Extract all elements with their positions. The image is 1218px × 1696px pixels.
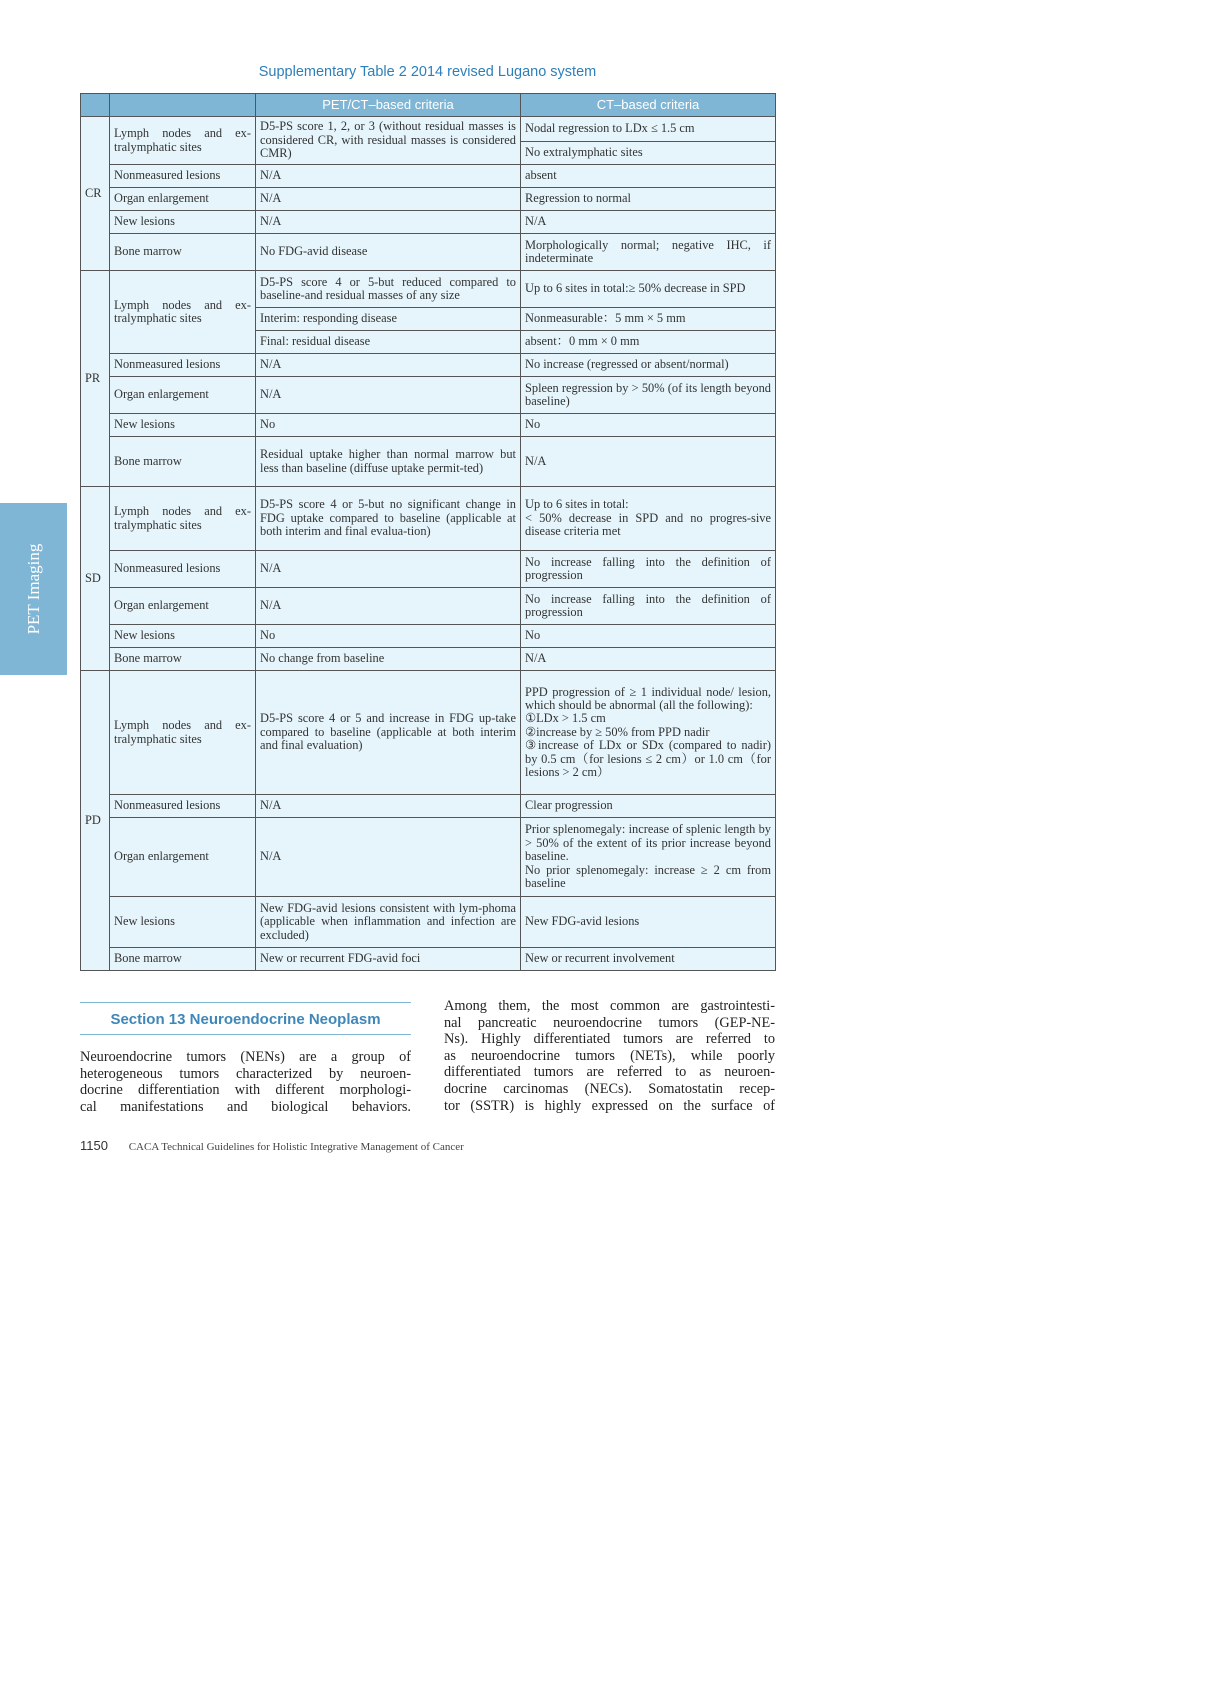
ct-line: Prior splenomegaly: increase of splenic length by > 50% of the extent of its prior increase beyond baseline. (525, 822, 771, 864)
ct-criteria: No increase (regressed or absent/normal) (521, 354, 776, 377)
site-label: Lymph nodes and ex-tralymphatic sites (110, 671, 256, 795)
table-row (81, 117, 776, 142)
table-row (81, 165, 776, 188)
site-label: Lymph nodes and ex-tralymphatic sites (110, 271, 256, 354)
header-empty-2 (110, 94, 256, 117)
header-pet: PET/CT–based criteria (256, 94, 521, 117)
ct-line: No prior splenomegaly: increase ≥ 2 cm from baseline (525, 862, 771, 891)
site-label: Bone marrow (110, 234, 256, 271)
pet-criteria: D5-PS score 1, 2, or 3 (without residual masses is considered CR, with residual masses is considered CMR) (256, 117, 521, 165)
text-line: tor (SSTR) is highly expressed on the surface of (444, 1097, 775, 1114)
lugano-table (80, 93, 776, 971)
pet-criteria: Residual uptake higher than normal marrow but less than baseline (diffuse uptake permit-ted) (256, 437, 521, 487)
pet-criteria: N/A (256, 188, 521, 211)
ct-criteria (521, 671, 776, 795)
ct-line: PPD progression of ≥ 1 individual node/ lesion, which should be abnormal (all the following): (525, 684, 771, 712)
text-line: heterogeneous tumors characterized by neuroen- (80, 1065, 411, 1082)
ct-line: ③increase of LDx or SDx (compared to nadir) by 0.5 cm（for lesions ≤ 2 cm）or 1.0 cm（for lesions > 2 cm） (525, 738, 771, 780)
site-label: Organ enlargement (110, 588, 256, 625)
journal-title: CACA Technical Guidelines for Holistic Integrative Management of Cancer (128, 1141, 464, 1153)
page-footer (80, 1138, 464, 1153)
table-row (81, 188, 776, 211)
body-text-right (444, 998, 775, 1114)
pet-criteria: No (256, 625, 521, 648)
pet-criteria: N/A (256, 795, 521, 818)
text-line: docrine differentiation with different morphologi- (80, 1082, 411, 1099)
header-empty-1 (81, 94, 110, 117)
site-label: New lesions (110, 211, 256, 234)
table-row (81, 377, 776, 414)
response-pd: PD (81, 671, 110, 971)
ct-criteria: absent：0 mm × 0 mm (521, 331, 776, 354)
page-number: 1150 (80, 1138, 108, 1153)
table-row (81, 948, 776, 971)
site-label: New lesions (110, 414, 256, 437)
section-heading: Section 13 Neuroendocrine Neoplasm (110, 1011, 381, 1028)
site-label: Lymph nodes and ex-tralymphatic sites (110, 117, 256, 165)
pet-criteria: N/A (256, 377, 521, 414)
text-line: cal manifestations and biological behaviors. (80, 1098, 411, 1115)
text-line: Neuroendocrine tumors (NENs) are a group of (80, 1049, 411, 1065)
pet-criteria: N/A (256, 165, 521, 188)
ct-criteria: No increase falling into the definition of progression (521, 588, 776, 625)
site-label: Bone marrow (110, 948, 256, 971)
ct-criteria: Nodal regression to LDx ≤ 1.5 cm (521, 117, 776, 142)
pet-criteria: New FDG-avid lesions consistent with lym-phoma (applicable when inflammation and infection are excluded) (256, 897, 521, 948)
table-row (81, 588, 776, 625)
pet-criteria: N/A (256, 588, 521, 625)
ct-criteria: N/A (521, 437, 776, 487)
pet-criteria: D5-PS score 4 or 5-but reduced compared to baseline-and residual masses of any size (256, 271, 521, 308)
pet-criteria: No FDG-avid disease (256, 234, 521, 271)
pet-criteria: D5-PS score 4 or 5 and increase in FDG up-take compared to baseline (applicable at both interim and final evaluation) (256, 671, 521, 795)
ct-line: Up to 6 sites in total: (525, 497, 629, 512)
site-label: Bone marrow (110, 648, 256, 671)
header-ct: CT–based criteria (521, 94, 776, 117)
text-line: nal pancreatic neuroendocrine tumors (GEP-NE- (444, 1014, 775, 1031)
pet-criteria: Final: residual disease (256, 331, 521, 354)
site-label: New lesions (110, 897, 256, 948)
response-sd: SD (81, 487, 110, 671)
text-line: Ns). Highly differentiated tumors are referred to (444, 1031, 775, 1048)
side-tab-label: PET Imaging (23, 543, 43, 635)
table-row (81, 437, 776, 487)
pet-criteria: New or recurrent FDG-avid foci (256, 948, 521, 971)
ct-line: ①LDx > 1.5 cm (525, 711, 606, 726)
site-label: Organ enlargement (110, 818, 256, 897)
site-label: Bone marrow (110, 437, 256, 487)
table-row (81, 671, 776, 795)
ct-criteria: New FDG-avid lesions (521, 897, 776, 948)
pet-criteria: N/A (256, 354, 521, 377)
pet-criteria: N/A (256, 211, 521, 234)
site-label: Nonmeasured lesions (110, 551, 256, 588)
ct-criteria: Up to 6 sites in total:≥ 50% decrease in SPD (521, 271, 776, 308)
ct-criteria: Morphologically normal; negative IHC, if indeterminate (521, 234, 776, 271)
side-tab (0, 503, 67, 675)
ct-criteria: absent (521, 165, 776, 188)
site-label: Organ enlargement (110, 377, 256, 414)
site-label: Nonmeasured lesions (110, 354, 256, 377)
pet-criteria: N/A (256, 818, 521, 897)
site-label: Nonmeasured lesions (110, 795, 256, 818)
table-row (81, 487, 776, 551)
ct-criteria: No increase falling into the definition of progression (521, 551, 776, 588)
body-text-left (80, 1049, 411, 1115)
section-rule-top (80, 1002, 411, 1003)
table-title: Supplementary Table 2 2014 revised Lugano system (258, 64, 597, 80)
ct-line: ②increase by ≥ 50% from PPD nadir (525, 724, 710, 739)
table-row (81, 897, 776, 948)
text-line: docrine carcinomas (NECs). Somatostatin recep- (444, 1080, 775, 1097)
site-label: Organ enlargement (110, 188, 256, 211)
response-pr: PR (81, 271, 110, 487)
pet-criteria: No (256, 414, 521, 437)
table-header-row (81, 94, 776, 117)
ct-criteria: Regression to normal (521, 188, 776, 211)
pet-criteria: Interim: responding disease (256, 308, 521, 331)
ct-criteria: No extralymphatic sites (521, 142, 776, 165)
table-row (81, 271, 776, 308)
ct-line: < 50% decrease in SPD and no progres-sive disease criteria met (525, 510, 771, 539)
table-row (81, 818, 776, 897)
ct-criteria: Nonmeasurable：5 mm × 5 mm (521, 308, 776, 331)
ct-criteria: Clear progression (521, 795, 776, 818)
site-label: Nonmeasured lesions (110, 165, 256, 188)
ct-criteria: No (521, 625, 776, 648)
pet-criteria: No change from baseline (256, 648, 521, 671)
site-label: Lymph nodes and ex-tralymphatic sites (110, 487, 256, 551)
table-row (81, 648, 776, 671)
ct-criteria (521, 487, 776, 551)
table-row (81, 625, 776, 648)
ct-criteria (521, 818, 776, 897)
section-rule-bottom (80, 1034, 411, 1035)
table-row (81, 551, 776, 588)
text-line: differentiated tumors are referred to as neuroen- (444, 1064, 775, 1081)
table-row (81, 414, 776, 437)
table-row (81, 234, 776, 271)
text-line: as neuroendocrine tumors (NETs), while poorly (444, 1047, 775, 1064)
table-row (81, 211, 776, 234)
site-label: New lesions (110, 625, 256, 648)
pet-criteria: D5-PS score 4 or 5-but no significant change in FDG uptake compared to baseline (applicable at both interim and final evalua-tion) (256, 487, 521, 551)
ct-criteria: Spleen regression by > 50% (of its length beyond baseline) (521, 377, 776, 414)
response-cr: CR (81, 117, 110, 271)
ct-criteria: N/A (521, 648, 776, 671)
ct-criteria: No (521, 414, 776, 437)
pet-criteria: N/A (256, 551, 521, 588)
table-row (81, 354, 776, 377)
table-row (81, 795, 776, 818)
text-line: Among them, the most common are gastrointesti- (444, 998, 775, 1014)
ct-criteria: N/A (521, 211, 776, 234)
ct-criteria: New or recurrent involvement (521, 948, 776, 971)
